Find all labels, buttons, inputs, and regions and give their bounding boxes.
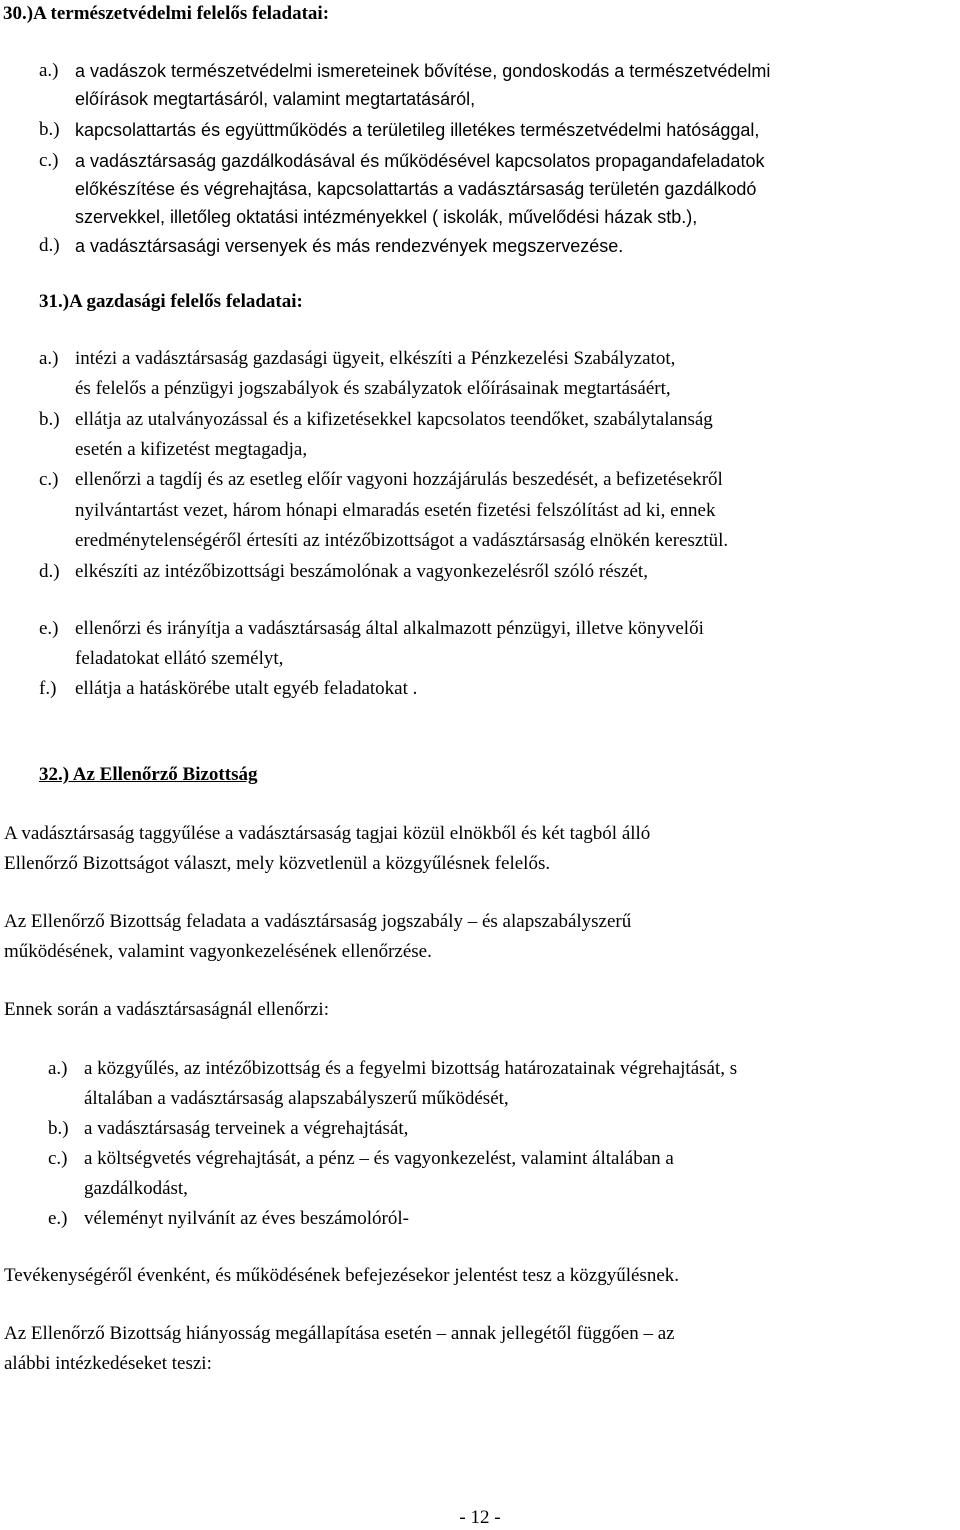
list-item-32-c-line1: a költségvetés végrehajtását, a pénz – és vagyonkezelést, valamint általában a <box>84 1148 674 1169</box>
list-item-31-b-line2: esetén a kifizetést megtagadja, <box>75 439 308 460</box>
list-label-31-d: d.) <box>39 561 60 582</box>
list-item-32-a-line1: a közgyűlés, az intézőbizottság és a fegyelmi bizottság határozatainak végrehajtását, s <box>84 1058 738 1079</box>
list-label-31-e: e.) <box>39 618 59 639</box>
paragraph-3: Ennek során a vadásztársaságnál ellenőrzi: <box>4 999 329 1020</box>
list-item-32-a-line2: általában a vadásztársaság alapszabályszerű működését, <box>84 1088 509 1109</box>
paragraph-2-line1: Az Ellenőrző Bizottság feladata a vadásztársaság jogszabály – és alapszabályszerű <box>4 911 632 932</box>
paragraph-1-line1: A vadásztársaság taggyűlése a vadásztársaság tagjai közül elnökből és két tagból álló <box>4 823 651 844</box>
list-item-30-c-line1: a vadásztársaság gazdálkodásával és működésével kapcsolatos propagandafeladatok <box>75 151 765 171</box>
list-label-30-a: a.) <box>39 60 59 81</box>
list-item-32-b-line1: a vadásztársaság terveinek a végrehajtását, <box>84 1118 409 1139</box>
paragraph-5-line2: alábbi intézkedéseket teszi: <box>4 1353 212 1374</box>
paragraph-4: Tevékenységéről évenként, és működésének befejezésekor jelentést tesz a közgyűlésnek. <box>4 1265 680 1286</box>
paragraph-1-line2: Ellenőrző Bizottságot választ, mely közvetlenül a közgyűlésnek felelős. <box>4 853 551 874</box>
list-label-31-b: b.) <box>39 409 60 430</box>
list-label-30-b: b.) <box>39 119 60 140</box>
list-item-31-e-line2: feladatokat ellátó személyt, <box>75 648 284 669</box>
list-item-30-b-line1: kapcsolattartás és együttműködés a területileg illetékes természetvédelmi hatósággal, <box>75 120 760 140</box>
list-label-32-c: c.) <box>48 1148 68 1169</box>
list-label-31-f: f.) <box>39 678 57 699</box>
section-32-heading: 32.) Az Ellenőrző Bizottság <box>39 764 258 785</box>
list-item-32-c-line2: gazdálkodást, <box>84 1178 188 1199</box>
list-label-32-e: e.) <box>48 1208 68 1229</box>
list-label-32-b: b.) <box>48 1118 69 1139</box>
paragraph-2-line2: működésének, valamint vagyonkezelésének ellenőrzése. <box>4 941 432 962</box>
list-item-31-b-line1: ellátja az utalványozással és a kifizetésekkel kapcsolatos teendőket, szabálytalanság <box>75 409 713 430</box>
list-item-30-c-line2: előkészítése és végrehajtása, kapcsolattartás a vadásztársaság területén gazdálkodó <box>75 179 757 199</box>
list-item-31-c-line1: ellenőrzi a tagdíj és az esetleg előír vagyoni hozzájárulás beszedését, a befizetésekről <box>75 469 723 490</box>
section-31-heading: 31.)A gazdasági felelős feladatai: <box>39 291 303 312</box>
list-item-31-e-line1: ellenőrzi és irányítja a vadásztársaság által alkalmazott pénzügyi, illetve könyvelői <box>75 618 704 639</box>
list-item-31-c-line2: nyilvántartást vezet, három hónapi elmaradás esetén fizetési felszólítást ad ki, ennek <box>75 500 716 521</box>
list-item-30-c-line3: szervekkel, illetőleg oktatási intézményekkel ( iskolák, művelődési házak stb.), <box>75 207 698 227</box>
page-number: - 12 - <box>459 1507 501 1528</box>
list-label-31-a: a.) <box>39 348 59 369</box>
list-item-31-a-line1: intézi a vadásztársaság gazdasági ügyeit, elkészíti a Pénzkezelési Szabályzatot, <box>75 348 676 369</box>
list-item-31-a-line2: és felelős a pénzügyi jogszabályok és szabályzatok előírásainak megtartásáért, <box>75 378 671 399</box>
list-item-31-c-line3: eredménytelenségéről értesíti az intézőbizottságot a vadásztársaság elnökén keresztül. <box>75 530 729 551</box>
list-item-30-d-line1: a vadásztársasági versenyek és más rendezvények megszervezése. <box>75 236 624 256</box>
section-30-heading: 30.)A természetvédelmi felelős feladatai: <box>3 3 330 24</box>
list-item-31-d-line1: elkészíti az intézőbizottsági beszámolónak a vagyonkezelésről szóló részét, <box>75 561 648 582</box>
list-label-30-d: d.) <box>39 235 60 256</box>
list-label-30-c: c.) <box>39 150 59 171</box>
list-item-31-f-line1: ellátja a hatáskörébe utalt egyéb feladatokat . <box>75 678 418 699</box>
list-item-32-e-line1: véleményt nyilvánít az éves beszámolóról- <box>84 1208 409 1229</box>
list-item-30-a-line2: előírások megtartásáról, valamint megtartatásáról, <box>75 89 476 109</box>
list-item-30-a-line1: a vadászok természetvédelmi ismereteinek bővítése, gondoskodás a természetvédelmi <box>75 61 771 81</box>
list-label-32-a: a.) <box>48 1058 68 1079</box>
paragraph-5-line1: Az Ellenőrző Bizottság hiányosság megállapítása esetén – annak jellegétől függően – az <box>4 1323 675 1344</box>
list-label-31-c: c.) <box>39 469 59 490</box>
